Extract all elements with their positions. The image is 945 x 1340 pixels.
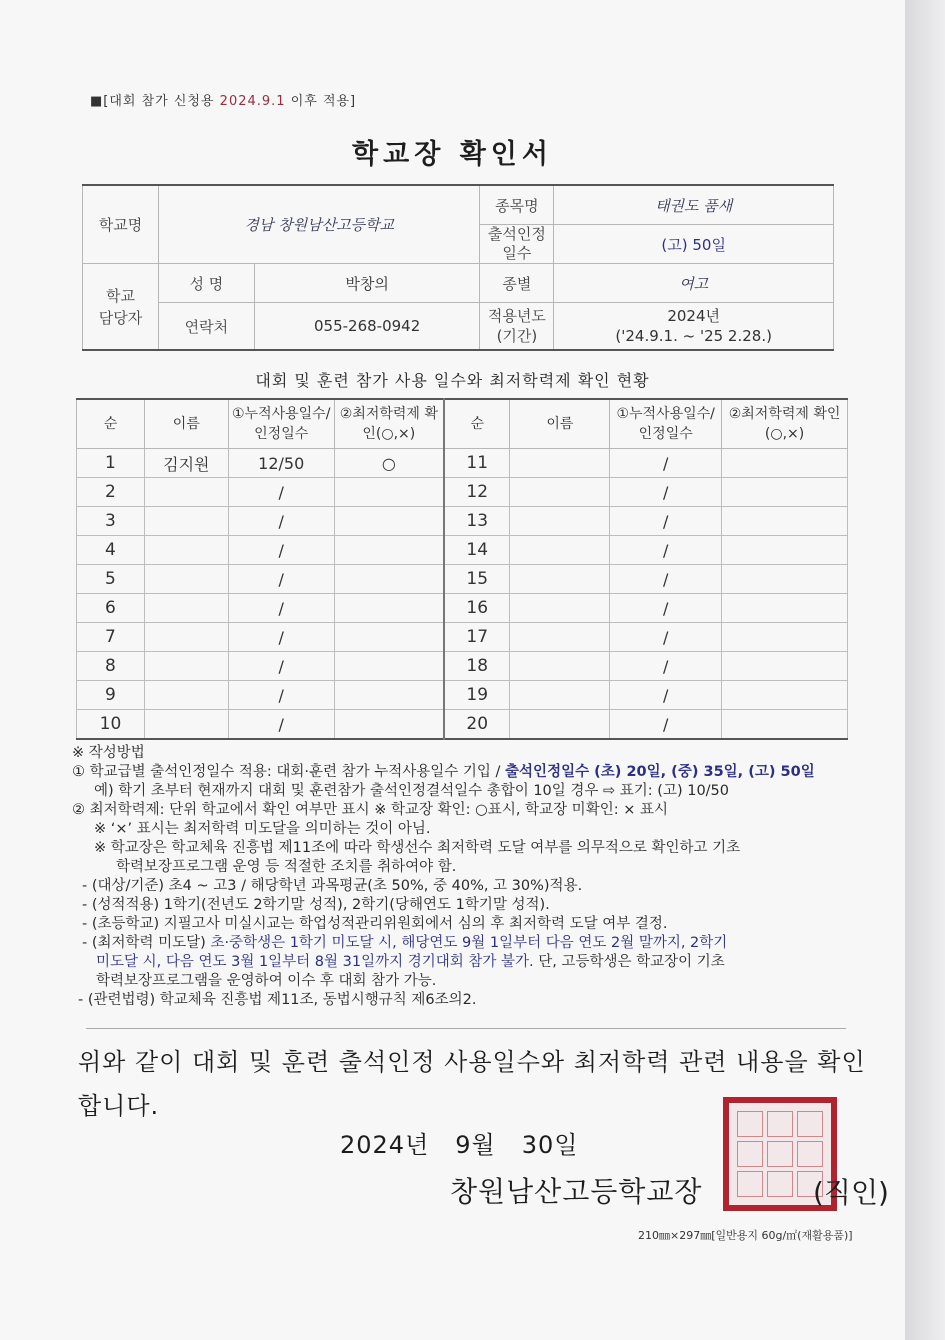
seal-pattern: [735, 1109, 825, 1199]
cell-name: [144, 623, 228, 652]
cell-no: 10: [77, 710, 145, 740]
cell-check2: [722, 449, 848, 478]
cell-no2: 16: [444, 594, 510, 623]
cell-name2: [510, 536, 610, 565]
cell-name: [144, 507, 228, 536]
cell-used2: /: [610, 594, 722, 623]
cell-name2: [510, 652, 610, 681]
manager-label: 학교 담당자: [83, 264, 159, 351]
header-note-suffix: 이후 적용]: [285, 94, 357, 109]
school-info-table: [82, 184, 834, 351]
note-6: - (대상/기준) 초4 ~ 고3 / 해당학년 과목평균(초 50%, 중 40%, 고 30%)적용.: [82, 878, 583, 894]
period-value: ('24.9.1. ~ '25 2.28.): [615, 327, 772, 345]
signature-date: [340, 1125, 604, 1160]
note-12: - (관련법령) 학교체육 진흥법 제11조, 동법시행규칙 제6조의2.: [78, 992, 477, 1008]
note-10-text: 단, 고등학생은 학교장이 기초: [533, 954, 725, 970]
note-11: 학력보장프로그램을 운영하여 이수 후 대회 참가 가능.: [96, 973, 437, 989]
cell-name2: [510, 594, 610, 623]
cell-no2: 14: [444, 536, 510, 565]
event-label: 종목명: [480, 185, 554, 225]
cell-no2: 19: [444, 681, 510, 710]
cell-used2: /: [610, 681, 722, 710]
cell-check: [334, 565, 444, 594]
cell-no2: 12: [444, 478, 510, 507]
note-1: [72, 763, 872, 782]
cell-no2: 20: [444, 710, 510, 740]
event-value: 태권도 품새: [554, 185, 834, 225]
cell-check2: [722, 623, 848, 652]
cell-name2: [510, 478, 610, 507]
cell-name: [144, 536, 228, 565]
date-year: 2024년: [340, 1131, 430, 1159]
status-table: [76, 398, 848, 740]
page-edge: [905, 0, 945, 1340]
cell-check2: [722, 710, 848, 740]
note-10-highlight: 미도달 시, 다음 연도 3월 1일부터 8월 31일까지 경기대회 참가 불가.: [96, 954, 534, 970]
cell-no: 1: [77, 449, 145, 478]
cell-no: 7: [77, 623, 145, 652]
col-name: 이름: [144, 399, 228, 449]
cell-name2: [510, 710, 610, 740]
note-3: ※ ‘×’ 표시는 최저학력 미도달을 의미하는 것이 아님.: [94, 821, 431, 837]
table-row: [77, 623, 848, 652]
gender-label: 종별: [480, 264, 554, 303]
cell-check: [334, 594, 444, 623]
page-title: 학교장 확인서: [352, 139, 553, 170]
cell-name: 김지원: [144, 449, 228, 478]
table-row: [77, 478, 848, 507]
cell-check: [334, 507, 444, 536]
cell-name: [144, 594, 228, 623]
date-month: 9월: [455, 1131, 496, 1159]
table-row: [77, 652, 848, 681]
note-9-highlight: 초·중학생은 1학기 미도달 시, 해당연도 9월 1일부터 다음 연도 2월 말까지, 2학기: [210, 935, 728, 951]
cell-name2: [510, 507, 610, 536]
name-value: 박창의: [254, 264, 480, 303]
cell-used2: /: [610, 623, 722, 652]
cell-used: /: [228, 478, 334, 507]
cell-used2: /: [610, 449, 722, 478]
cell-check: [334, 623, 444, 652]
year-value: 2024년: [667, 307, 721, 325]
cell-name: [144, 478, 228, 507]
cell-check2: [722, 565, 848, 594]
cell-no: 8: [77, 652, 145, 681]
date-day: 30일: [521, 1131, 579, 1159]
year-label: 적용년도 (기간): [480, 303, 554, 351]
cell-used: /: [228, 652, 334, 681]
cell-check2: [722, 652, 848, 681]
cell-no: 2: [77, 478, 145, 507]
cell-no2: 18: [444, 652, 510, 681]
cell-used2: /: [610, 507, 722, 536]
col-no: 순: [77, 399, 145, 449]
cell-name2: [510, 623, 610, 652]
cell-used2: /: [610, 565, 722, 594]
cell-no2: 15: [444, 565, 510, 594]
cell-name: [144, 710, 228, 740]
table-row: [77, 710, 848, 740]
note-7: - (성적적용) 1학기(전년도 2학기말 성적), 2학기(당해연도 1학기말 성적).: [82, 897, 550, 913]
cell-no: 3: [77, 507, 145, 536]
col-name-2: 이름: [510, 399, 610, 449]
cell-name: [144, 565, 228, 594]
col-no-2: 순: [444, 399, 510, 449]
note-10: [72, 953, 872, 972]
cell-check2: [722, 594, 848, 623]
signer-name: 창원남산고등학교장: [450, 1175, 703, 1208]
stamp-label: (직인): [813, 1176, 889, 1209]
table-row: [77, 681, 848, 710]
cell-check: [334, 681, 444, 710]
note-1-highlight: 출석인정일수 (초) 20일, (중) 35일, (고) 50일: [505, 764, 815, 780]
cell-check2: [722, 507, 848, 536]
cell-name: [144, 681, 228, 710]
note-4: ※ 학교장은 학교체육 진흥법 제11조에 따라 학생선수 최저학력 도달 여부를 의무적으로 확인하고 기초: [94, 840, 741, 856]
note-2: ② 최저학력제: 단위 학교에서 확인 여부만 표시 ※ 학교장 확인: ○표시, 학교장 미확인: × 표시: [72, 802, 668, 818]
header-note-prefix: ■[대회 참가 신청용: [90, 94, 220, 109]
cell-used: /: [228, 507, 334, 536]
year-cell: [554, 303, 834, 351]
cell-used: /: [228, 565, 334, 594]
cell-check2: [722, 681, 848, 710]
col-min-achievement-2: ②최저학력제 확인(○,×): [722, 399, 848, 449]
contact-label: 연락처: [158, 303, 254, 351]
note-5: 학력보장프로그램 운영 등 적절한 조치를 취하여야 함.: [116, 859, 457, 875]
table-row: [77, 536, 848, 565]
cell-name: [144, 652, 228, 681]
attendance-value: (고) 50일: [554, 225, 834, 264]
cell-check: [334, 710, 444, 740]
cell-used2: /: [610, 536, 722, 565]
cell-used2: /: [610, 478, 722, 507]
cell-no: 9: [77, 681, 145, 710]
notes-heading: ※ 작성방법: [72, 745, 145, 761]
cell-name2: [510, 449, 610, 478]
confirmation-text: 위와 같이 대회 및 훈련 출석인정 사용일수와 최저학력 관련 내용을 확인합니다.: [78, 1048, 866, 1120]
col-used-days: ①누적사용일수/인정일수: [228, 399, 334, 449]
status-header-row: [77, 399, 848, 449]
cell-used2: /: [610, 710, 722, 740]
col-used-days-2: ①누적사용일수/인정일수: [610, 399, 722, 449]
cell-check: [334, 536, 444, 565]
table-row: [77, 507, 848, 536]
table-row: [77, 449, 848, 478]
note-9: [72, 934, 872, 953]
cell-used2: /: [610, 652, 722, 681]
cell-used: /: [228, 681, 334, 710]
header-note-date: 2024.9.1: [219, 94, 286, 109]
cell-no: 6: [77, 594, 145, 623]
cell-name2: [510, 681, 610, 710]
divider: [86, 1028, 846, 1029]
school-value: 경남 창원남산고등학교: [158, 185, 480, 264]
cell-no2: 17: [444, 623, 510, 652]
cell-used: /: [228, 594, 334, 623]
paper-spec-footer: 210㎜×297㎜[일반용지 60g/㎡(재활용품)]: [638, 1229, 853, 1242]
note-9-prefix: - (최저학력 미도달): [82, 935, 211, 951]
col-min-achievement: ②최저학력제 확인(○,×): [334, 399, 444, 449]
attendance-label: 출석인정 일수: [480, 225, 554, 264]
cell-no: 4: [77, 536, 145, 565]
header-note: [90, 90, 356, 109]
school-label: 학교명: [83, 185, 159, 264]
cell-used: /: [228, 623, 334, 652]
cell-no: 5: [77, 565, 145, 594]
note-1-text: ① 학교급별 출석인정일수 적용: 대회·훈련 참가 누적사용일수 기입 /: [72, 764, 506, 780]
name-label: 성 명: [158, 264, 254, 303]
table-row: [77, 594, 848, 623]
cell-used: 12/50: [228, 449, 334, 478]
instructions: [72, 744, 872, 1010]
status-table-body: [77, 449, 848, 740]
note-1-example: 예) 학기 초부터 현재까지 대회 및 훈련참가 출석인정결석일수 총합이 10일 경우 ⇨ 표기: (고) 10/50: [94, 783, 730, 799]
cell-used: /: [228, 710, 334, 740]
status-subtitle: 대회 및 훈련 참가 사용 일수와 최저학력제 확인 현황: [255, 371, 650, 390]
cell-no2: 11: [444, 449, 510, 478]
cell-check: ○: [334, 449, 444, 478]
note-8: - (초등학교) 지필고사 미실시교는 학업성적관리위원회에서 심의 후 최저학력 도달 여부 결정.: [82, 916, 668, 932]
cell-check2: [722, 478, 848, 507]
cell-used: /: [228, 536, 334, 565]
cell-no2: 13: [444, 507, 510, 536]
table-row: [77, 565, 848, 594]
contact-value: 055-268-0942: [254, 303, 480, 351]
cell-check: [334, 478, 444, 507]
gender-value: 여고: [554, 264, 834, 303]
cell-name2: [510, 565, 610, 594]
cell-check2: [722, 536, 848, 565]
cell-check: [334, 652, 444, 681]
